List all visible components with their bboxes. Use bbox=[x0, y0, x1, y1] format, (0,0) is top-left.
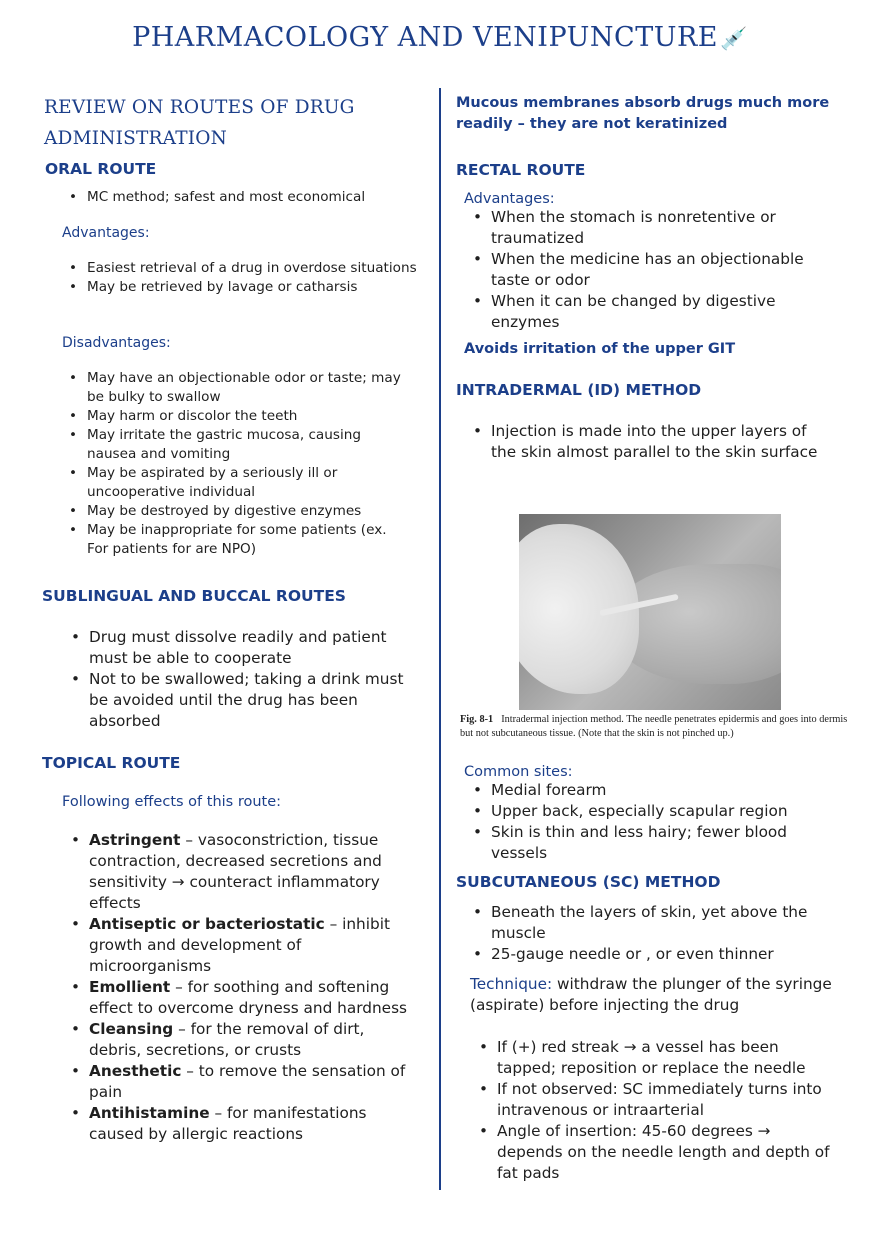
list-item: • Skin is thin and less hairy; fewer blood vessels bbox=[491, 822, 821, 864]
subcutaneous-list bbox=[491, 902, 831, 965]
oral-disadvantages-list bbox=[87, 369, 407, 559]
list-item: • May be destroyed by digestive enzymes bbox=[87, 502, 407, 521]
list-item: • Angle of insertion: 45-60 degrees → depends on the needle length and depth of fat pads bbox=[497, 1121, 837, 1184]
list-item: • When it can be changed by digestive enzymes bbox=[491, 291, 821, 333]
intradermal-list bbox=[491, 421, 831, 463]
subcutaneous-heading: SUBCUTANEOUS (SC) METHOD bbox=[456, 873, 721, 891]
list-item: • Easiest retrieval of a drug in overdose situations bbox=[87, 259, 427, 278]
oral-route-heading: ORAL ROUTE bbox=[45, 160, 157, 178]
list-item: • May have an objectionable odor or taste; may be bulky to swallow bbox=[87, 369, 407, 407]
list-item: • May harm or discolor the teeth bbox=[87, 407, 407, 426]
right-column-lower bbox=[456, 764, 851, 1184]
oral-advantages-list bbox=[87, 259, 427, 297]
intradermal-injection-photo bbox=[519, 514, 781, 710]
topical-list bbox=[89, 830, 419, 1145]
list-item: • Antihistamine – for manifestations caused by allergic reactions bbox=[89, 1103, 419, 1145]
common-sites-label: Common sites: bbox=[464, 764, 573, 780]
list-item: • Emollient – for soothing and softening effect to overcome dryness and hardness bbox=[89, 977, 419, 1019]
sublingual-heading: SUBLINGUAL AND BUCCAL ROUTES bbox=[42, 587, 346, 605]
topical-heading: TOPICAL ROUTE bbox=[42, 754, 181, 772]
list-item: • Not to be swallowed; taking a drink must be avoided until the drug has been absorbed bbox=[89, 669, 419, 732]
list-item: • Upper back, especially scapular region bbox=[491, 801, 821, 822]
list-item: • When the stomach is nonretentive or traumatized bbox=[491, 207, 821, 249]
oral-disadvantages-label: Disadvantages: bbox=[62, 335, 171, 351]
list-item: • May irritate the gastric mucosa, causing nausea and vomiting bbox=[87, 426, 407, 464]
list-item: • 25-gauge needle or , or even thinner bbox=[491, 944, 831, 965]
list-item: • If not observed: SC immediately turns into intravenous or intraarterial bbox=[497, 1079, 837, 1121]
technique-list bbox=[497, 1037, 837, 1184]
topical-intro: Following effects of this route: bbox=[62, 794, 282, 810]
page-title: PHARMACOLOGY AND VENIPUNCTURE💉 bbox=[132, 22, 748, 53]
rectal-heading: RECTAL ROUTE bbox=[456, 161, 586, 179]
list-item: • Beneath the layers of skin, yet above the muscle bbox=[491, 902, 831, 944]
list-item: • When the medicine has an objectionable taste or odor bbox=[491, 249, 821, 291]
oral-advantages-label: Advantages: bbox=[62, 225, 150, 241]
technique-text: Technique: withdraw the plunger of the syringe (aspirate) before injecting the drug bbox=[470, 975, 832, 1014]
rectal-note: Avoids irritation of the upper GIT bbox=[464, 341, 736, 357]
list-item: • Anesthetic – to remove the sensation of pain bbox=[89, 1061, 419, 1103]
mucous-note: Mucous membranes absorb drugs much more readily – they are not keratinized bbox=[456, 95, 830, 132]
list-item: • If (+) red streak → a vessel has been tapped; reposition or replace the needle bbox=[497, 1037, 837, 1079]
list-item: • Cleansing – for the removal of dirt, debris, secretions, or crusts bbox=[89, 1019, 419, 1061]
review-heading: REVIEW ON ROUTES OF DRUG ADMINISTRATION bbox=[44, 97, 355, 149]
list-item: • Medial forearm bbox=[491, 780, 821, 801]
column-divider bbox=[439, 88, 441, 1190]
oral-intro-list bbox=[87, 188, 427, 207]
list-item: • May be inappropriate for some patients (ex. For patients for are NPO) bbox=[87, 521, 407, 559]
list-item: • Drug must dissolve readily and patient must be able to cooperate bbox=[89, 627, 419, 669]
list-item: • MC method; safest and most economical bbox=[87, 188, 427, 207]
intradermal-heading: INTRADERMAL (ID) METHOD bbox=[456, 381, 702, 399]
common-sites-list bbox=[491, 780, 821, 864]
list-item: • May be aspirated by a seriously ill or uncooperative individual bbox=[87, 464, 407, 502]
list-item: • May be retrieved by lavage or catharsis bbox=[87, 278, 427, 297]
rectal-advantages-list bbox=[491, 207, 821, 333]
rectal-advantages-label: Advantages: bbox=[464, 191, 555, 207]
list-item: • Injection is made into the upper layers of the skin almost parallel to the skin surface bbox=[491, 421, 831, 463]
sublingual-list bbox=[89, 627, 419, 732]
left-column bbox=[42, 92, 427, 1145]
right-column bbox=[456, 93, 851, 463]
list-item: • Antiseptic or bacteriostatic – inhibit growth and development of microorganisms bbox=[89, 914, 419, 977]
list-item: • Astringent – vasoconstriction, tissue contraction, decreased secretions and sensitivity → counteract inflammatory effects bbox=[89, 830, 419, 914]
figure-caption: Fig. 8-1 Intradermal injection method. The needle penetrates epidermis and goes into dermis but not subcutaneous tissue. (Note that the skin is not pinched up.) bbox=[460, 714, 848, 739]
syringe-icon: 💉 bbox=[720, 27, 748, 52]
